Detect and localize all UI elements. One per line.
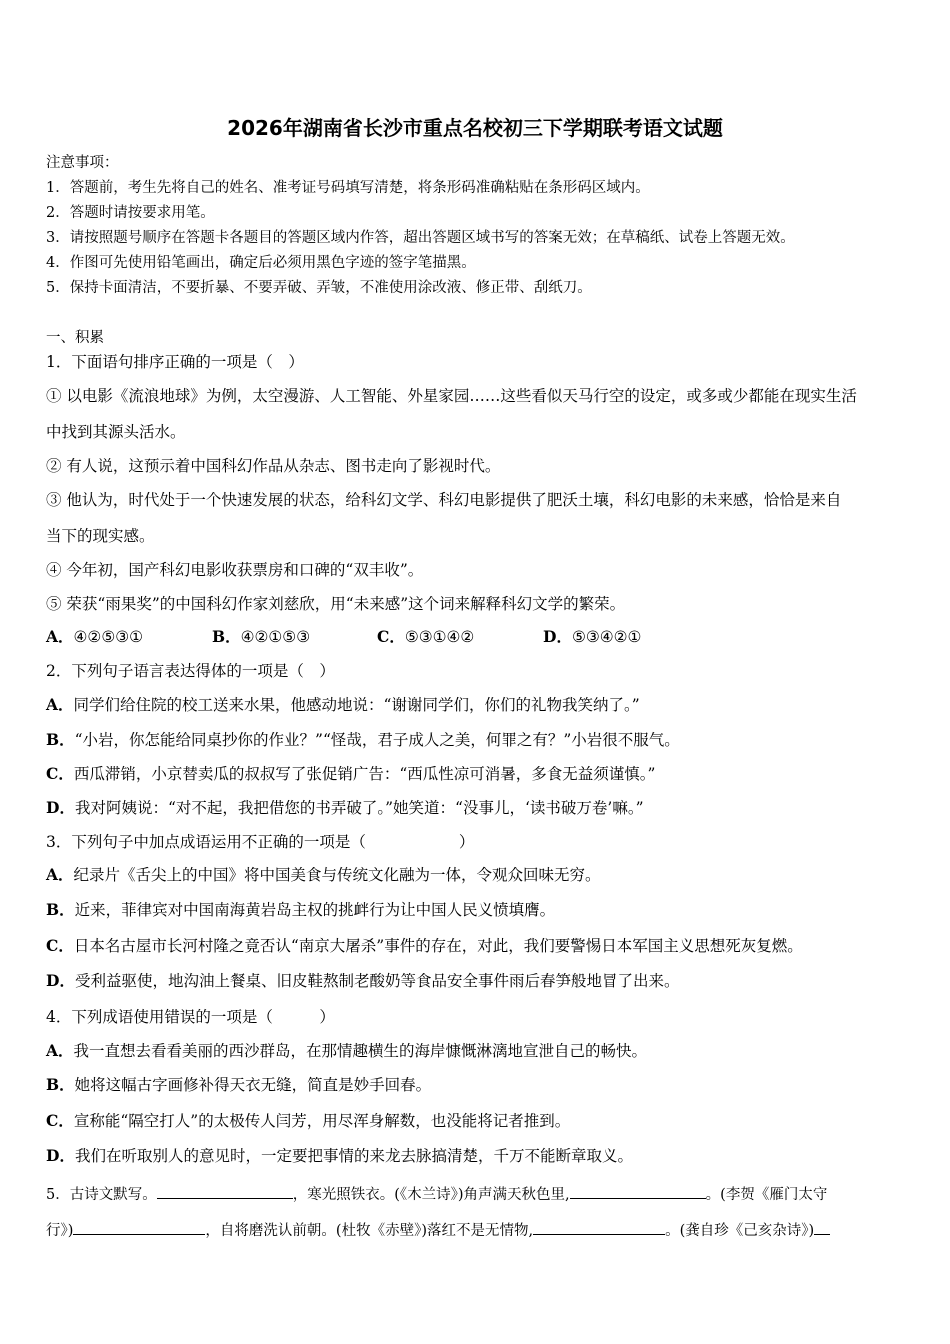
notice-item: 5．保持卡面清洁，不要折暴、不要弄破、弄皱，不准使用涂改液、修正带、刮纸刀。	[46, 280, 592, 296]
question-5-text: 行》)	[46, 1223, 74, 1239]
q2-option-d[interactable]	[46, 798, 644, 818]
option-letter: B．	[46, 730, 75, 749]
answer-blank[interactable]	[570, 1182, 706, 1199]
q3-option-c[interactable]	[46, 936, 803, 956]
q4-option-c[interactable]	[46, 1111, 570, 1131]
answer-blank[interactable]	[157, 1182, 293, 1199]
question-5-line-2	[46, 1218, 830, 1241]
page-title: 2026年湖南省长沙市重点名校初三下学期联考语文试题	[227, 116, 723, 140]
answer-blank[interactable]	[533, 1218, 665, 1235]
q2-option-c[interactable]	[46, 764, 655, 784]
notice-item: 4．作图可先使用铅笔画出，确定后必须用黑色字迹的签字笔描黑。	[46, 255, 476, 271]
option-letter: C．	[46, 936, 74, 955]
question-5-text: 。(龚自珍《己亥杂诗》)	[665, 1223, 815, 1239]
q3-option-d[interactable]	[46, 971, 679, 991]
option-text: ④②①⑤③	[240, 628, 311, 646]
option-letter: B．	[46, 900, 75, 919]
question-4-stem: 4．下列成语使用错误的一项是（ ）	[46, 1008, 335, 1026]
question-5-stem: 古诗文默写。	[69, 1187, 157, 1203]
q3-option-a[interactable]	[46, 865, 601, 885]
sentence-2: ② 有人说，这预示着中国科幻作品从杂志、图书走向了影视时代。	[46, 457, 501, 475]
option-letter: B．	[212, 627, 241, 646]
question-5-text: ，自将磨洗认前朝。(杜牧《赤壁》)落红不是无情物,	[205, 1223, 534, 1239]
option-letter: C．	[377, 627, 405, 646]
q1-option-c[interactable]	[377, 627, 474, 647]
answer-blank[interactable]	[73, 1218, 205, 1235]
option-text: “小岩，你怎能给同桌抄你的作业？”“怪哉，君子成人之美，何罪之有？”小岩很不服气。	[74, 731, 680, 749]
option-letter: A．	[46, 627, 74, 646]
option-text: 日本名古屋市长河村隆之竟否认“南京大屠杀”事件的存在，对此，我们要警惕日本军国主义思想死灰复燃。	[73, 937, 803, 955]
q4-option-d[interactable]	[46, 1146, 633, 1166]
q4-option-b[interactable]	[46, 1075, 431, 1095]
answer-blank[interactable]	[814, 1218, 830, 1235]
option-letter: C．	[46, 1111, 74, 1130]
question-2-stem: 2．下列句子语言表达得体的一项是（ ）	[46, 662, 335, 680]
q1-option-b[interactable]	[212, 627, 310, 647]
option-text: 她将这幅古字画修补得天衣无缝，简直是妙手回春。	[74, 1076, 432, 1094]
option-text: 同学们给住院的校工送来水果，他感动地说：“谢谢同学们，你们的礼物我笑纳了。”	[73, 696, 640, 714]
option-letter: D．	[46, 971, 75, 990]
notice-heading: 注意事项：	[46, 155, 119, 171]
option-text: 受利益驱使，地沟油上餐桌、旧皮鞋熬制老酸奶等食品安全事件雨后春笋般地冒了出来。	[74, 972, 680, 990]
sentence-3: ③ 他认为，时代处于一个快速发展的状态，给科幻文学、科幻电影提供了肥沃土壤，科幻电影的未来感，恰恰是来自	[46, 491, 842, 509]
option-letter: A．	[46, 865, 74, 884]
q1-option-a[interactable]	[46, 627, 143, 647]
sentence-1: ① 以电影《流浪地球》为例，太空漫游、人工智能、外星家园……这些看似天马行空的设定，或多或少都能在现实生活	[46, 387, 857, 405]
q2-option-a[interactable]	[46, 695, 640, 715]
sentence-3-cont: 当下的现实感。	[46, 527, 155, 545]
notice-item: 3．请按照题号顺序在答题卡各题目的答题区域内作答，超出答题区域书写的答案无效；在草稿纸、试卷上答题无效。	[46, 230, 795, 246]
q1-option-d[interactable]	[543, 627, 641, 647]
option-text: 纪录片《舌尖上的中国》将中国美食与传统文化融为一体，令观众回味无穷。	[73, 866, 601, 884]
option-letter: A．	[46, 695, 74, 714]
sentence-5: ⑤ 荣获“雨果奖”的中国科幻作家刘慈欣，用“未来感”这个词来解释科幻文学的繁荣。	[46, 595, 626, 613]
question-3-stem: 3．下列句子中加点成语运用不正确的一项是（ ）	[46, 833, 475, 851]
sentence-1-cont: 中找到其源头活水。	[46, 423, 186, 441]
q2-option-b[interactable]	[46, 730, 680, 750]
option-letter: B．	[46, 1075, 75, 1094]
option-letter: C．	[46, 764, 74, 783]
notice-item: 2．答题时请按要求用笔。	[46, 205, 215, 221]
q3-option-b[interactable]	[46, 900, 555, 920]
option-text: 近来，菲律宾对中国南海黄岩岛主权的挑衅行为让中国人民义愤填膺。	[74, 901, 556, 919]
question-5-line-1	[46, 1182, 827, 1205]
option-text: 西瓜滞销，小京替卖瓜的叔叔写了张促销广告：“西瓜性凉可消暑，多食无益须谨慎。”	[73, 765, 656, 783]
q4-option-a[interactable]	[46, 1041, 647, 1061]
option-text: 我对阿姨说：“对不起，我把借您的书弄破了。”她笑道：“没事儿，‘读书破万卷’嘛。”	[74, 799, 644, 817]
sentence-4: ④ 今年初，国产科幻电影收获票房和口碑的“双丰收”。	[46, 561, 424, 579]
option-text: ⑤③①④②	[404, 628, 475, 646]
notice-item: 1．答题前，考生先将自己的姓名、准考证号码填写清楚，将条形码准确粘贴在条形码区域内。	[46, 180, 650, 196]
section-heading: 一、积累	[46, 330, 104, 346]
question-1-stem: 1．下面语句排序正确的一项是（ ）	[46, 353, 304, 371]
question-5-number: 5．	[46, 1187, 70, 1203]
option-text: ⑤③④②①	[571, 628, 642, 646]
option-letter: D．	[46, 1146, 75, 1165]
option-letter: D．	[46, 798, 75, 817]
option-text: 宣称能“隔空打人”的太极传人闫芳，用尽浑身解数，也没能将记者推到。	[73, 1112, 571, 1130]
option-letter: A．	[46, 1041, 74, 1060]
question-5-text: 。(李贺《雁门太守	[705, 1187, 828, 1203]
option-text: 我们在听取别人的意见时，一定要把事情的来龙去脉搞清楚，千万不能断章取义。	[74, 1147, 633, 1165]
option-text: 我一直想去看看美丽的西沙群岛，在那情趣横生的海岸慷慨淋漓地宣泄自己的畅快。	[73, 1042, 648, 1060]
question-5-text: ，寒光照铁衣。(《木兰诗》)角声满天秋色里,	[292, 1187, 570, 1203]
option-letter: D．	[543, 627, 572, 646]
option-text: ④②⑤③①	[73, 628, 144, 646]
